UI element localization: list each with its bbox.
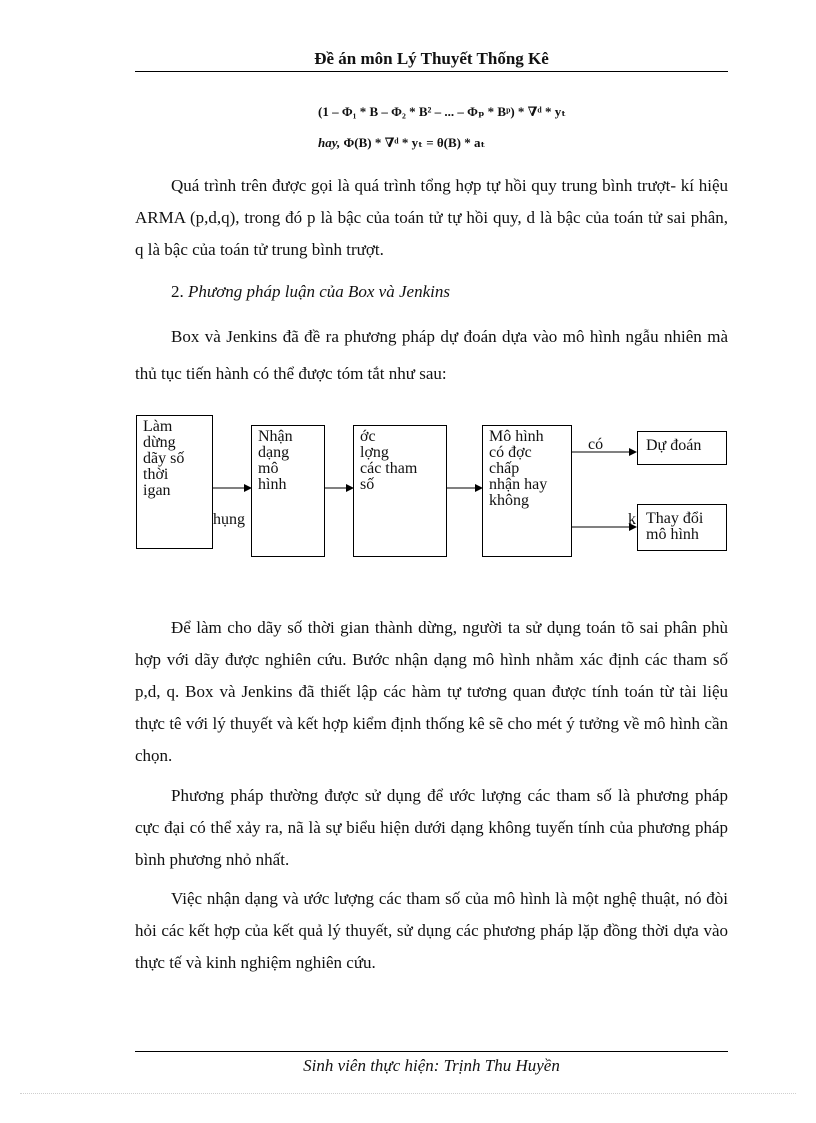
paragraph-arma-text: Quá trình trên được gọi là quá trình tổng hợp tự hồi quy trung bình trượt- kí hiệu ARMA (p,d,q), trong đó p là bậc của toán tử tự hồi quy, d là bậc của toán tử sai phân, q là bậc của toán tử trung bình trượt.	[135, 176, 728, 259]
step-box-estimate	[353, 425, 447, 557]
step-box-accept	[482, 425, 572, 557]
step-box-identify-line: mô	[258, 460, 279, 477]
formula-line-2-prefix: hay,	[318, 135, 344, 150]
formula-line-2	[318, 135, 485, 151]
section-heading	[171, 282, 450, 302]
footer-author: Sinh viên thực hiện: Trịnh Thu Huyền	[303, 1056, 560, 1075]
step-box-accept-line: không	[489, 492, 529, 509]
step-box-estimate-line: các tham	[360, 460, 418, 477]
page-header-title: Đề án môn Lý Thuyết Thống Kê	[314, 49, 549, 68]
step-box-estimate-line: lợng	[360, 444, 389, 461]
step-box-stationary-overflow: hụng	[213, 511, 245, 528]
step-box-stationary-line: thời	[143, 466, 169, 483]
step-box-stationary-line: Làm	[143, 418, 173, 435]
paragraph-estimation-text: Phương pháp thường được sử dụng để ước lượng các tham số là phương pháp cực đại có thể xảy ra, nã là sự biểu hiện dưới dạng không tuyến tính của phương pháp bình phương nhỏ nhất.	[135, 786, 728, 869]
formula-line-1: (1 – Φ₁ * B – Φ₂ * B² – ... – Φₚ * Bᵖ) * ∇ᵈ * yₜ	[318, 104, 567, 119]
paragraph-art	[135, 883, 728, 979]
result-box-forecast	[637, 431, 727, 465]
result-box-forecast-line: Dự đoán	[646, 437, 702, 454]
step-box-accept-line: nhận hay	[489, 476, 548, 493]
result-box-change-model	[637, 504, 727, 551]
label-yes: có	[588, 436, 604, 453]
step-box-estimate-line: số	[360, 476, 375, 493]
step-box-stationary-line: dãy số	[143, 450, 185, 467]
section-heading-number: 2.	[171, 282, 184, 301]
page-bottom-dotted-line	[20, 1093, 796, 1094]
section-heading-text: Phương pháp luận của Box và Jenkins	[188, 282, 450, 301]
header-divider	[135, 71, 728, 72]
paragraph-arma	[135, 170, 728, 266]
paragraph-stationarity	[135, 612, 728, 772]
step-box-accept-line: Mô hình	[489, 428, 544, 445]
paragraph-stationarity-text: Để làm cho dãy số thời gian thành dừng, người ta sử dụng toán tõ sai phân phù hợp với dãy được nghiên cứu. Bước nhận dạng mô hình nhằm xác định các tham số p,d, q. Box và Jenkins đã thiết lập các hàm tự tương quan được tính toán từ tài liệu thực tê với lý thuyết và kết hợp kiểm định thống kê sẽ cho mét ý tưởng về mô hình cần chọn.	[135, 618, 728, 765]
step-box-identify-line: Nhận	[258, 428, 293, 445]
step-box-stationary-line: igan	[143, 482, 171, 499]
result-box-change-model-line: mô hình	[646, 526, 699, 543]
paragraph-art-text: Việc nhận dạng và ước lượng các tham số của mô hình là một nghệ thuật, nó đòi hỏi các kết hợp của kết quả lý thuyết, sử dụng các phương pháp lặp đồng thời dựa vào thực tế và kinh nghiệm nghiên cứu.	[135, 889, 728, 972]
step-box-stationary	[136, 415, 213, 549]
step-box-estimate-line: ớc	[360, 428, 376, 445]
paragraph-estimation	[135, 780, 728, 876]
step-box-accept-line: có đợc	[489, 444, 532, 461]
step-box-identify-line: dạng	[258, 444, 290, 461]
step-box-identify	[251, 425, 325, 557]
step-box-stationary-line: dừng	[143, 434, 176, 451]
step-box-identify-line: hình	[258, 476, 287, 493]
result-box-change-model-line: Thay đổi	[646, 510, 704, 527]
footer-divider	[135, 1051, 728, 1052]
label-no: k	[628, 511, 636, 528]
paragraph-box-jenkins-text: Box và Jenkins đã đề ra phương pháp dự đoán dựa vào mô hình ngẫu nhiên mà thủ tục tiến hành có thể được tóm tắt như sau:	[135, 327, 728, 383]
step-box-accept-line: chấp	[489, 460, 520, 477]
paragraph-box-jenkins	[135, 318, 728, 392]
formula-line-2-body: Φ(B) * ∇ᵈ * yₜ = θ(B) * aₜ	[343, 135, 486, 150]
